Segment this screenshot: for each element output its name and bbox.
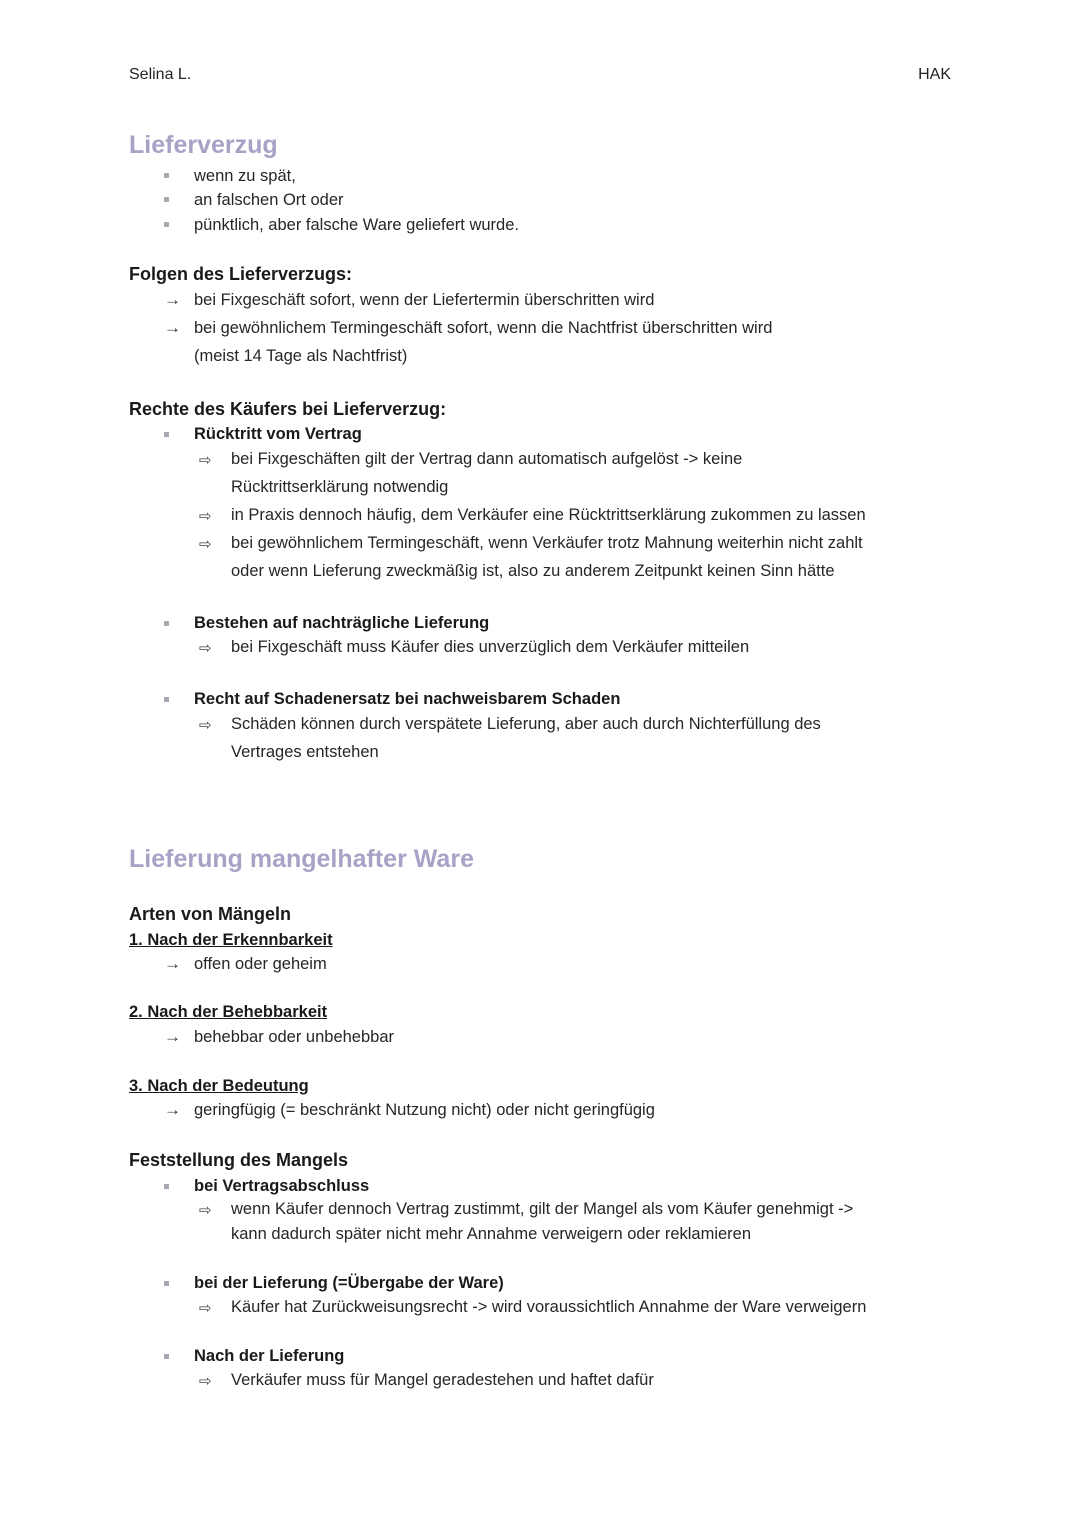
square-bullet-icon (164, 1281, 169, 1286)
heading-rechte: Rechte des Käufers bei Lieferverzug: (129, 399, 447, 419)
square-bullet-icon (164, 697, 169, 702)
right-arrow-icon: → (164, 1027, 181, 1046)
note: (meist 14 Tage als Nachtfrist) (194, 347, 408, 365)
hollow-right-arrow-icon: ⇨ (199, 452, 212, 469)
right-arrow-icon: → (164, 318, 181, 337)
section-title-lieferverzug: Lieferverzug (129, 131, 278, 159)
header-author: Selina L. (129, 66, 192, 83)
subheading-bedeutung: 3. Nach der Bedeutung (129, 1077, 309, 1095)
square-bullet-icon (164, 1354, 169, 1359)
hollow-right-arrow-icon: ⇨ (199, 536, 212, 553)
list-item-continuation: Vertrages entstehen (231, 743, 379, 761)
subheading-nachtraegliche-lieferung: Bestehen auf nachträgliche Lieferung (194, 614, 490, 632)
hollow-right-arrow-icon: ⇨ (199, 1373, 212, 1390)
list-item: bei Fixgeschäften gilt der Vertrag dann automatisch aufgelöst -> keine (231, 450, 743, 468)
list-item-continuation: kann dadurch später nicht mehr Annahme verweigern oder reklamieren (231, 1225, 752, 1243)
list-item: bei gewöhnlichem Termingeschäft, wenn Verkäufer trotz Mahnung weiterhin nicht zahlt (231, 534, 863, 552)
list-item-continuation: oder wenn Lieferung zweckmäßig ist, also zu anderem Zeitpunkt keinen Sinn hätte (231, 562, 835, 580)
subheading-schadenersatz: Recht auf Schadenersatz bei nachweisbarem Schaden (194, 690, 621, 708)
subheading-vertragsabschluss: bei Vertragsabschluss (194, 1177, 370, 1195)
list-item: bei Fixgeschäft muss Käufer dies unverzüglich dem Verkäufer mitteilen (231, 638, 750, 656)
right-arrow-icon: → (164, 954, 181, 973)
square-bullet-icon (164, 621, 169, 626)
square-bullet-icon (164, 432, 169, 437)
hollow-right-arrow-icon: ⇨ (199, 640, 212, 657)
square-bullet-icon (164, 222, 169, 227)
square-bullet-icon (164, 173, 169, 178)
list-item: geringfügig (= beschränkt Nutzung nicht) oder nicht geringfügig (194, 1101, 655, 1119)
square-bullet-icon (164, 197, 169, 202)
header-school: HAK (918, 66, 951, 83)
right-arrow-icon: → (164, 290, 181, 309)
subheading-lieferung: bei der Lieferung (=Übergabe der Ware) (194, 1274, 504, 1292)
heading-folgen: Folgen des Lieferverzugs: (129, 264, 353, 284)
list-item: wenn Käufer dennoch Vertrag zustimmt, gilt der Mangel als vom Käufer genehmigt -> (231, 1200, 854, 1218)
subheading-erkennbarkeit: 1. Nach der Erkennbarkeit (129, 931, 333, 949)
heading-feststellung: Feststellung des Mangels (129, 1150, 349, 1170)
list-item: in Praxis dennoch häufig, dem Verkäufer eine Rücktrittserklärung zukommen zu lassen (231, 506, 866, 524)
list-item: bei gewöhnlichem Termingeschäft sofort, wenn die Nachtfrist überschritten wird (194, 319, 773, 337)
section-title-mangelhafte-ware: Lieferung mangelhafter Ware (129, 845, 474, 873)
subheading-nach-lieferung: Nach der Lieferung (194, 1347, 345, 1365)
hollow-right-arrow-icon: ⇨ (199, 717, 212, 734)
list-item: behebbar oder unbehebbar (194, 1028, 395, 1046)
list-item: offen oder geheim (194, 955, 327, 973)
square-bullet-icon (164, 1184, 169, 1189)
list-item: bei Fixgeschäft sofort, wenn der Liefertermin überschritten wird (194, 291, 655, 309)
subheading-behebbarkeit: 2. Nach der Behebbarkeit (129, 1003, 328, 1021)
list-item: an falschen Ort oder (194, 191, 344, 209)
list-item: wenn zu spät, (194, 167, 296, 185)
list-item: Verkäufer muss für Mangel geradestehen und haftet dafür (231, 1371, 654, 1389)
list-item: Käufer hat Zurückweisungsrecht -> wird voraussichtlich Annahme der Ware verweigern (231, 1298, 867, 1316)
hollow-right-arrow-icon: ⇨ (199, 508, 212, 525)
list-item: Schäden können durch verspätete Lieferung, aber auch durch Nichterfüllung des (231, 715, 821, 733)
hollow-right-arrow-icon: ⇨ (199, 1202, 212, 1219)
heading-arten: Arten von Mängeln (129, 904, 292, 924)
list-item-continuation: Rücktrittserklärung notwendig (231, 478, 449, 496)
list-item: pünktlich, aber falsche Ware geliefert wurde. (194, 216, 519, 234)
right-arrow-icon: → (164, 1100, 181, 1119)
hollow-right-arrow-icon: ⇨ (199, 1300, 212, 1317)
subheading-ruecktritt: Rücktritt vom Vertrag (194, 425, 362, 443)
